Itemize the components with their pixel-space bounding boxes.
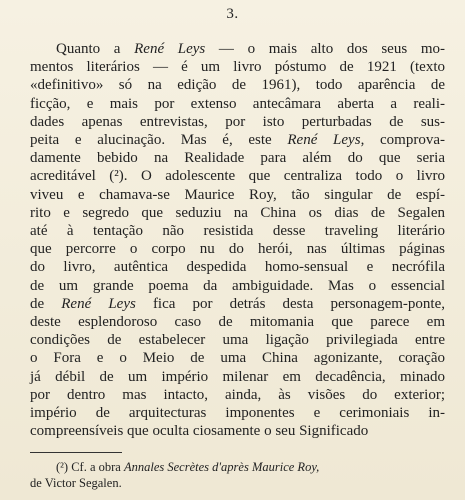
text-line <box>30 313 445 331</box>
text-line <box>30 349 445 367</box>
page-number: 3. <box>226 6 239 22</box>
text-run: o Fora e o Meio de uma China agonizante, coração <box>30 350 445 367</box>
italic-title: René Leys <box>134 41 206 57</box>
text-line <box>30 95 445 113</box>
text-line <box>30 222 445 240</box>
text-run: rito e segredo que seduziu na China os dias de Segalen <box>30 204 445 221</box>
text-run: compreensíveis que oculta ciosamente o seu Significado <box>30 423 369 440</box>
text-run: de Victor Segalen. <box>30 475 122 490</box>
text-line <box>30 186 445 204</box>
text-line <box>30 76 445 94</box>
text-run: de um grande poema da ambiguidade. Mas o essencial <box>30 277 445 294</box>
text-run: que percorre o corpo nu do herói, nas últimas páginas <box>30 241 445 258</box>
text-line <box>30 149 445 167</box>
text-run: , comprova- <box>360 132 445 149</box>
text-run: acreditável (²). O adolescente que centraliza todo o livro <box>30 168 445 185</box>
text-line <box>30 40 445 58</box>
text-run: de <box>30 295 62 312</box>
text-line <box>30 422 445 440</box>
footnote-line <box>30 476 445 492</box>
italic-title: René Leys <box>61 295 136 312</box>
footnote-line <box>30 460 445 476</box>
text-run: condições de estabelecer uma ligação privilegiada entre <box>30 332 445 349</box>
text-line <box>30 58 445 76</box>
text-line <box>30 386 445 404</box>
text-line <box>30 113 445 131</box>
text-run: damente bebido na Realidade para além do que seria <box>30 150 445 167</box>
text-run: já débil de um império milenar em decadência, minado <box>30 368 445 385</box>
text-run: até à tentação não resistida desse traveling literário <box>30 223 445 240</box>
footnote-rule <box>30 452 122 453</box>
text-run: fica por detrás desta personagem-ponte, <box>135 295 445 312</box>
footnote <box>30 460 445 491</box>
text-line <box>30 331 445 349</box>
text-run: — o mais alto dos seus mo- <box>205 41 445 57</box>
italic-title: Annales Secrètes d'après Maurice Roy, <box>123 460 320 474</box>
text-run: mentos literários — é um livro póstumo de 1921 (texto <box>30 59 445 76</box>
text-line <box>30 404 445 422</box>
text-line <box>30 258 445 276</box>
text-line <box>30 167 445 185</box>
text-line <box>30 131 445 149</box>
text-line <box>30 240 445 258</box>
italic-title: René Leys <box>287 132 361 149</box>
text-line <box>30 295 445 313</box>
text-run: ficção, e mais por extenso antecâmara aberta a reali- <box>30 95 445 112</box>
text-run: (²) Cf. a obra <box>56 460 124 474</box>
text-run: viveu e chamava-se Maurice Roy, tão singular de espí- <box>30 186 445 203</box>
text-run: peita e alucinação. Mas é, este <box>30 132 288 149</box>
text-run: Quanto a <box>56 41 135 57</box>
text-run: «definitivo» só na edição de 1961), todo aparência de <box>30 77 445 94</box>
text-run: império de arquitecturas imponentes e cerimoniais in- <box>30 405 445 422</box>
text-line <box>30 277 445 295</box>
text-run: deste esplendoroso caso de mitomania que parece em <box>30 314 445 331</box>
text-line <box>30 368 445 386</box>
body-paragraph <box>30 40 445 440</box>
text-run: dades apenas entrevistas, por isto perturbadas de sus- <box>30 113 445 130</box>
text-run: por dentro mas intacto, ainda, às visões do exterior; <box>30 386 445 403</box>
text-line <box>30 204 445 222</box>
text-run: do livro, autêntica despedida homo-sensual e necrófila <box>30 259 445 276</box>
